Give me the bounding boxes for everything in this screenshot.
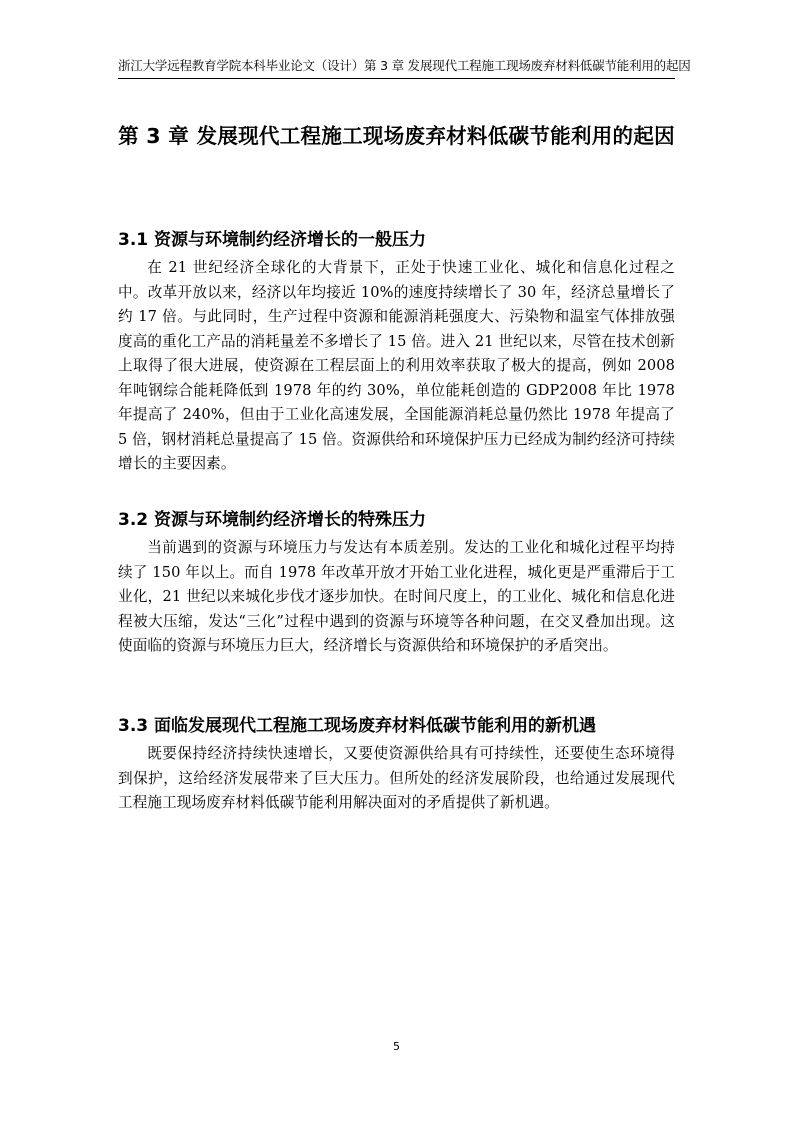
header-divider — [118, 78, 675, 79]
section-paragraph: 当前遇到的资源与环境压力与发达有本质差别。发达的工业化和城化过程平均持续了 150 年以上。而自 1978 年改革开放才开始工业化进程，城化更是严重滞后于工业化，21 世纪以来城化步伐才逐步加快。在时间尺度上，的工业化、城化和信息化进程被大压缩，发达“三化”过程中遇到的资源与环境等各种问题，在交叉叠加出现。这使面临的资源与环境压力巨大，经济增长与资源供给和环境保护的矛盾突出。 — [118, 539, 675, 654]
section-paragraph: 在 21 世纪经济全球化的大背景下，正处于快速工业化、城化和信息化过程之中。改革开放以来，经济以年均接近 10%的速度持续增长了 30 年，经济总量增长了约 17 倍。与此同时，生产过程中资源和能源消耗强度大、污染物和温室气体排放强度高的重化工产品的消耗量差不多增长了 15 倍。进入 21 世纪以来，尽管在技术创新上取得了很大进展，使资源在工程层面上的利用效率获取了极大的提高，例如 2008 年吨钢综合能耗降低到 1978 年的约 30%，单位能耗创造的 GDP2008 年比 1978 年提高了 240%，但由于工业化高速发展，全国能源消耗总量仍然比 1978 年提高了 5 倍，钢材消耗总量提高了 15 倍。资源供给和环境保护压力已经成为制约经济可持续增长的主要因素。 — [118, 259, 675, 472]
section-heading: 3.2 资源与环境制约经济增长的特殊压力 — [118, 510, 427, 530]
chapter-title: 第 3 章 发展现代工程施工现场废弃材料低碳节能利用的起因 — [118, 124, 675, 148]
section-3-3 — [118, 714, 675, 816]
section-heading: 3.1 资源与环境制约经济增长的一般压力 — [118, 230, 427, 250]
section-3-1 — [118, 228, 675, 477]
section-3-2 — [118, 508, 675, 659]
page-number: 5 — [393, 1040, 400, 1053]
running-header: 浙江大学远程教育学院本科毕业论文（设计）第 3 章 发展现代工程施工现场废弃材料低碳节能利用的起因 — [118, 58, 691, 73]
section-heading: 3.3 面临发展现代工程施工现场废弃材料低碳节能利用的新机遇 — [118, 716, 597, 736]
section-paragraph: 既要保持经济持续快速增长，又要使资源供给具有可持续性，还要使生态环境得到保护，这给经济发展带来了巨大压力。但所处的经济发展阶段，也给通过发展现代工程施工现场废弃材料低碳节能利用解决面对的矛盾提供了新机遇。 — [118, 745, 675, 811]
